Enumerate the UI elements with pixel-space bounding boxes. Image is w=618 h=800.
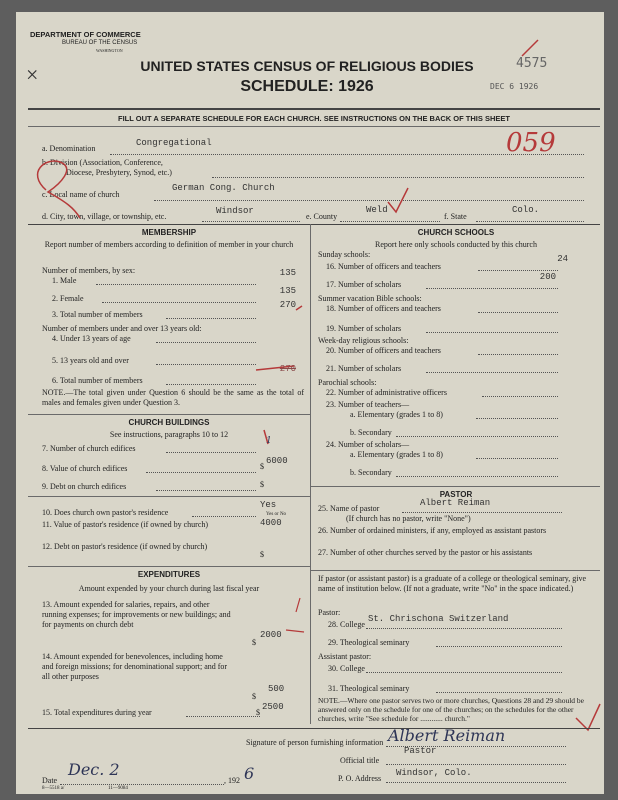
yes-no-hint: Yes or No [266,512,287,517]
form-code: 8—5518 a/ [42,786,65,791]
sunday-label: Sunday schools: [318,250,371,259]
official-title-value: Pastor [404,746,437,756]
q14-label: 14. Amount expended for benevolences, including home and foreign missions; for denominational support; and for all other purposes [42,652,228,681]
assistant-subhead: Assistant pastor: [318,652,372,661]
denomination-value: Congregational [136,138,212,148]
q30-label: 30. College [328,664,365,673]
q31-label: 31. Theological seminary [328,684,410,693]
q15-value: 2500 [262,702,284,712]
q7-label: 7. Number of church edifices [42,444,136,453]
date-value: Dec. 2 [68,760,120,779]
q23-label: 23. Number of teachers— [326,400,410,409]
expenditures-sub: Amount expended by your church during last fiscal year [78,584,260,593]
city-town-value: Windsor [216,206,254,216]
q28-value: St. Chrischona Switzerland [368,614,509,624]
census-schedule-sheet [16,12,604,794]
members-by-sex-label: Number of members, by sex: [42,266,136,275]
separate-schedule-instruction: FILL OUT A SEPARATE SCHEDULE FOR EACH CHURCH. SEE INSTRUCTIONS ON THE BACK OF THIS SHEET [118,114,510,123]
q8-label: 8. Value of church edifices [42,464,128,473]
official-title-label: Official title [340,756,380,765]
year-prefix: , 192 [224,776,240,785]
schools-sub: Report here only schools conducted by this church [375,240,537,249]
membership-note: NOTE.—The total given under Question 6 should be the same as the total of males and females given under Question 3. [42,388,304,407]
q23b-label: b. Secondary [350,428,392,437]
q13-dollar: $ [252,638,256,647]
buildings-heading: CHURCH BUILDINGS [128,418,210,427]
church-name-label: c. Local name of church [42,190,120,199]
q15-label: 15. Total expenditures during year [42,708,152,717]
city-town-label: d. City, town, village, or township, etc. [42,212,167,221]
q13-value: 2000 [260,630,282,640]
q3-label: 3. Total number of members [52,310,143,319]
q11-value: 4000 [260,518,282,528]
form-code-2: 11—9084 [108,786,128,791]
q2-value: 135 [279,286,296,296]
q11-label: 11. Value of pastor's residence (if owned by church) [42,520,209,529]
q14-value: 500 [268,684,285,694]
q9-label: 9. Debt on church edifices [42,482,127,491]
stamp-number: 4575 [516,56,548,71]
q25-label: 25. Name of pastor [318,504,380,513]
county-value: Weld [366,205,388,215]
q2-label: 2. Female [52,294,84,303]
bureau-label: BUREAU OF THE CENSUS [62,40,138,46]
membership-intro: Report number of members according to definition of member in your church [44,240,294,249]
q9-dollar: $ [260,480,264,489]
q23a-label: a. Elementary (grades 1 to 8) [350,410,443,419]
vacation-label: Summer vacation Bible schools: [318,294,422,303]
q25-value: Albert Reiman [420,498,491,508]
buildings-sub: See instructions, paragraphs 10 to 12 [109,430,229,439]
q5-label: 5. 13 years old and over [52,356,129,365]
q10-value: Yes [260,500,277,510]
q4-label: 4. Under 13 years of age [52,334,131,343]
red-code: 059 [506,128,556,158]
q27-label: 27. Number of other churches served by the pastor or his assistants [318,548,533,557]
q25-note: (If church has no pastor, write "None") [346,514,471,523]
q3-value: 270 [279,300,296,310]
state-label: f. State [444,212,467,221]
division-label: b. Division (Association, Conference, [42,158,163,167]
stamp-date: DEC 6 1926 [490,82,539,91]
q24a-label: a. Elementary (grades 1 to 8) [350,450,443,459]
q6-label: 6. Total number of members [52,376,143,385]
under-over-label: Number of members under and over 13 years old: [42,324,202,333]
expenditures-heading: EXPENDITURES [137,570,201,579]
q29-label: 29. Theological seminary [328,638,410,647]
q14-dollar: $ [252,692,256,701]
pastor-note: NOTE.—Where one pastor serves two or more churches, Questions 28 and 29 should be answered only on the schedule for one of the churches; on the schedules for the other churches, write "See schedule for ............ church." [318,696,584,723]
q16-label: 16. Number of officers and teachers [326,262,441,271]
q24b-label: b. Secondary [350,468,392,477]
division-label-2: Diocese, Presbytery, Synod, etc.) [66,168,172,177]
q12-label: 12. Debt on pastor's residence (if owned by church) [42,542,208,551]
department-label: DEPARTMENT OF COMMERCE [30,30,141,39]
pastor-subhead: Pastor: [318,608,341,617]
city-label: WASHINGTON [96,48,123,53]
signature-value: Albert Reiman [388,726,506,745]
schools-heading: CHURCH SCHOOLS [417,228,495,237]
q22-label: 22. Number of administrative officers [326,388,447,397]
date-label: Date [42,776,58,785]
form-title: UNITED STATES CENSUS OF RELIGIOUS BODIES [140,58,474,74]
q21-label: 21. Number of scholars [326,364,402,373]
q13-label: 13. Amount expended for salaries, repairs, and other running expenses; for improvements or new buildings; and for payments on church debt [42,600,231,629]
q26-label: 26. Number of ordained ministers, if any, employed as assistant pastors [318,526,547,535]
signature-label: Signature of person furnishing information [246,738,384,747]
q8-dollar: $ [260,462,264,471]
q6-value: 270 [279,364,296,374]
q28-label: 28. College [328,620,365,629]
parochial-label: Parochial schools: [318,378,377,387]
q19-label: 19. Number of scholars [326,324,402,333]
county-label: e. County [306,212,338,221]
q8-value: 6000 [266,456,288,466]
q10-label: 10. Does church own pastor's residence [42,508,169,517]
church-name-value: German Cong. Church [172,183,275,193]
q17-label: 17. Number of scholars [326,280,402,289]
state-value: Colo. [512,205,540,215]
q17-value: 200 [539,272,556,282]
q1-label: 1. Male [52,276,77,285]
address-value: Windsor, Colo. [396,768,472,778]
q15-dollar: $ [256,708,260,717]
membership-heading: MEMBERSHIP [141,228,197,237]
address-label: P. O. Address [338,774,382,783]
weekday-label: Week-day religious schools: [318,336,409,345]
q1-value: 135 [279,268,296,278]
q24-label: 24. Number of scholars— [326,440,410,449]
denomination-label: a. Denomination [42,144,96,153]
q18-label: 18. Number of officers and teachers [326,304,441,313]
schedule-title: SCHEDULE: 1926 [240,78,374,95]
pastor-heading: PASTOR [439,490,473,499]
q7-value: 1 [266,436,272,446]
college-intro: If pastor (or assistant pastor) is a graduate of a college or theological seminary, give name of institution below. (If not a graduate, write "No" in the space indicated.) [318,574,587,593]
q12-dollar: $ [260,550,264,559]
q20-label: 20. Number of officers and teachers [326,346,441,355]
q16-value: 24 [557,254,568,264]
year-digit: 6 [244,764,255,783]
x-mark: × [26,62,39,87]
